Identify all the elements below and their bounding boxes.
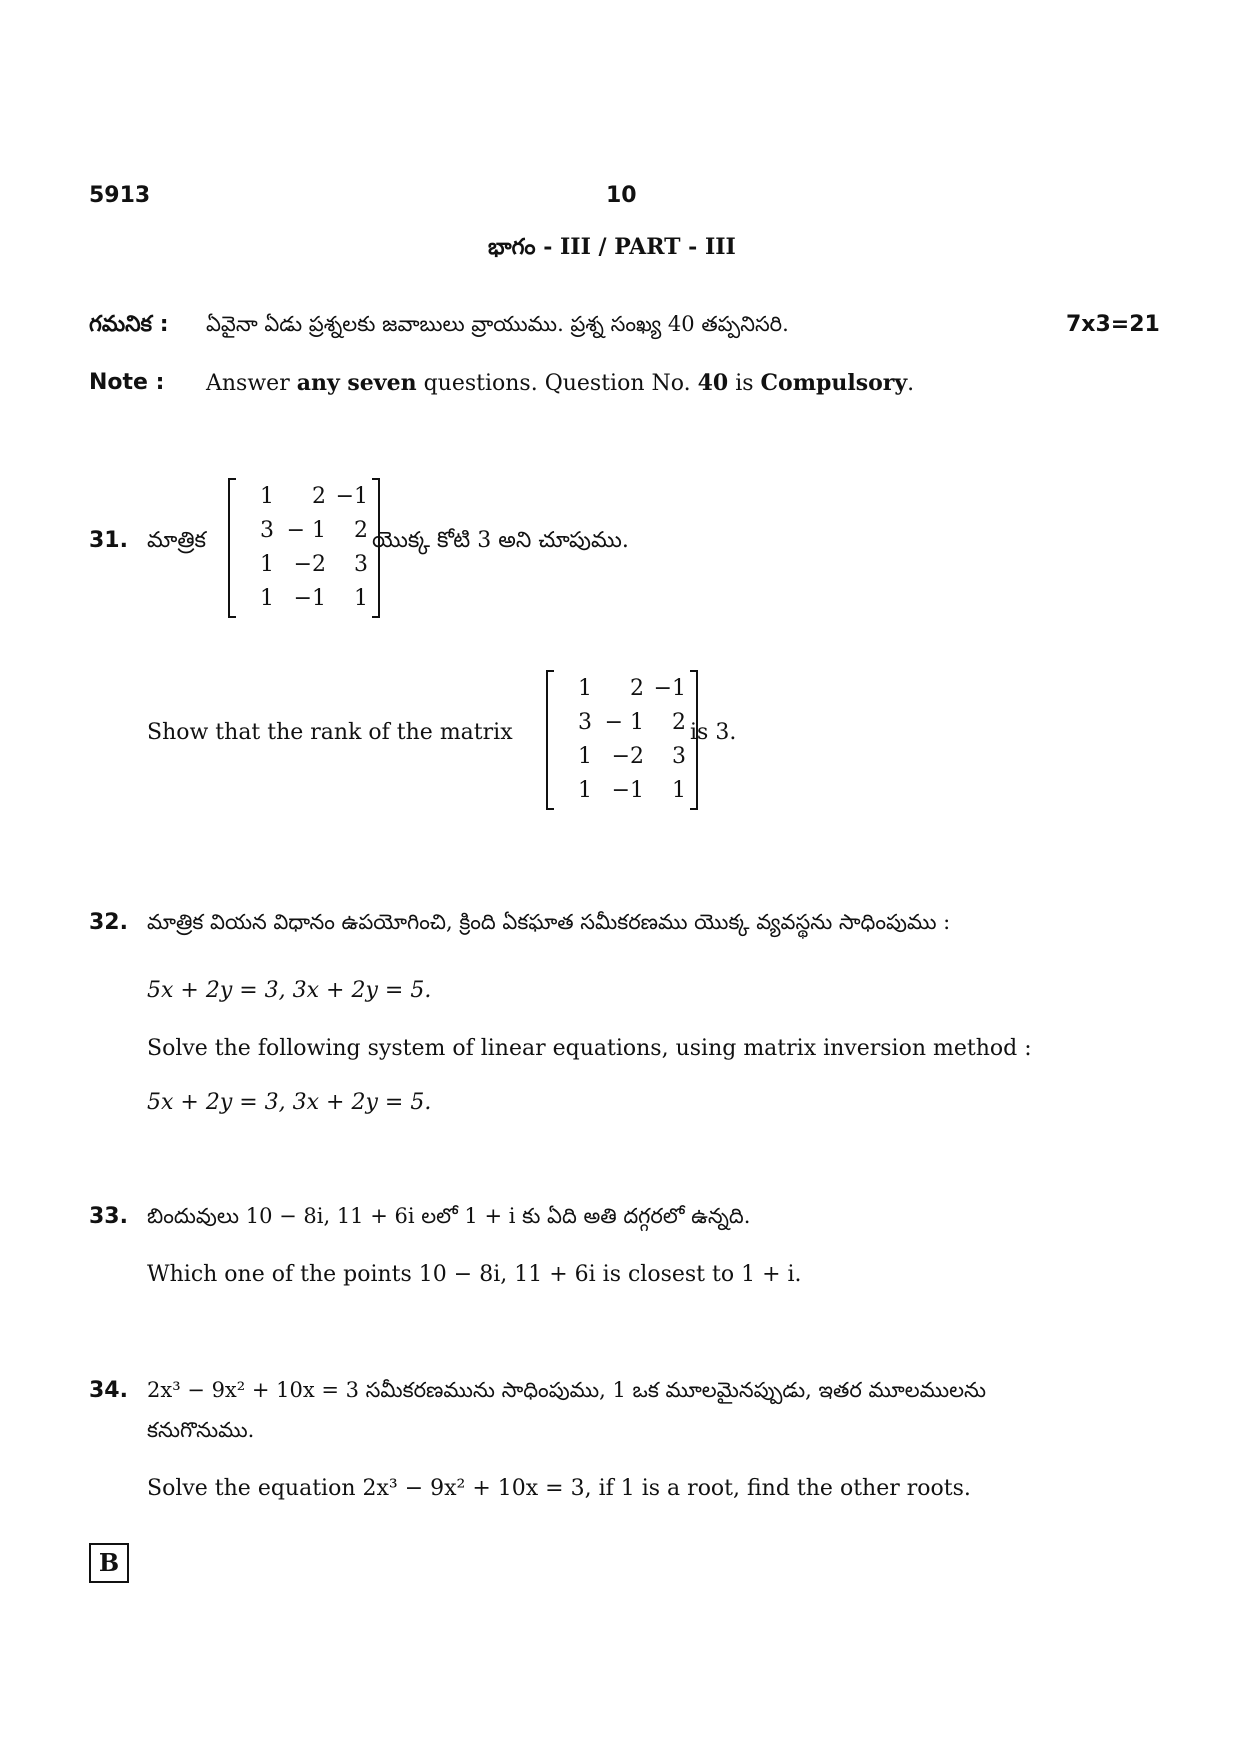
note-text-en: Answer any seven questions. Question No. 40 is Compulsory.: [206, 370, 915, 396]
q32-text-te: మాత్రిక వియన విధానం ఉపయోగించి, క్రింది ఏకఘాత సమీకరణము యొక్క వ్యవస్థను సాధింపుము :: [147, 910, 951, 934]
matrix-cell: 2: [354, 518, 368, 543]
question-number-33: 33.: [89, 1204, 128, 1229]
q33-text-te: బిందువులు 10 − 8i, 11 + 6i లలో 1 + i కు ఏది అతి దగ్గరలో ఉన్నది.: [147, 1204, 751, 1228]
booklet-series-box: B: [89, 1543, 129, 1583]
question-number-34: 34.: [89, 1378, 128, 1403]
matrix-cell: 1: [578, 676, 592, 701]
matrix-cell: 1: [672, 778, 686, 803]
matrix-cell: 2: [630, 676, 644, 701]
q32-equation-en: 5x + 2y = 3, 3x + 2y = 5.: [147, 1090, 432, 1115]
matrix-cell: 1: [578, 778, 592, 803]
q31-text-en-pre: Show that the rank of the matrix: [147, 720, 513, 745]
q32-equation-te: 5x + 2y = 3, 3x + 2y = 5.: [147, 978, 432, 1003]
matrix-cell: 1: [260, 586, 274, 611]
q31-text-te-pre: మాత్రిక: [147, 528, 207, 553]
page-number: 10: [606, 183, 637, 208]
matrix-cell: 2: [312, 484, 326, 509]
note-text-te: ఏవైనా ఏడు ప్రశ్నలకు జవాబులు వ్రాయుము. ప్రశ్న సంఖ్య 40 తప్పనిసరి.: [206, 312, 789, 336]
matrix-cell: 2: [672, 710, 686, 735]
q34-text-en: Solve the equation 2x³ − 9x² + 10x = 3, if 1 is a root, find the other roots.: [147, 1476, 971, 1501]
matrix-cell: − 1: [286, 518, 326, 543]
part-title: భాగం - III / PART - III: [488, 234, 736, 260]
q31-text-te-post: యొక్క కోటి 3 అని చూపుము.: [372, 528, 629, 553]
question-number-31: 31.: [89, 528, 128, 553]
matrix-cell: −2: [293, 552, 326, 577]
matrix-cell: 3: [260, 518, 274, 543]
matrix-cell: 1: [260, 484, 274, 509]
note-marks: 7x3=21: [1066, 312, 1160, 337]
matrix-cell: −1: [293, 586, 326, 611]
q34-text-te-line1: 2x³ − 9x² + 10x = 3 సమీకరణమును సాధింపుము, 1 ఒక మూలమైనప్పుడు, ఇతర మూలములను: [147, 1378, 986, 1402]
matrix-cell: 3: [354, 552, 368, 577]
note-label-te: గమనిక :: [89, 312, 169, 337]
q31-matrix-en: [546, 670, 698, 810]
note-label-en: Note :: [89, 370, 165, 395]
matrix-cell: 3: [578, 710, 592, 735]
q31-text-en-post: is 3.: [690, 720, 737, 745]
q34-text-te-line2: కనుగొనుము.: [147, 1418, 255, 1442]
matrix-cell: −2: [611, 744, 644, 769]
paper-code: 5913: [89, 183, 151, 208]
matrix-cell: 3: [672, 744, 686, 769]
matrix-cell: 1: [354, 586, 368, 611]
matrix-cell: 1: [260, 552, 274, 577]
matrix-cell: 1: [578, 744, 592, 769]
q33-text-en: Which one of the points 10 − 8i, 11 + 6i is closest to 1 + i.: [147, 1262, 802, 1287]
matrix-cell: −1: [653, 676, 686, 701]
matrix-cell: −1: [611, 778, 644, 803]
question-number-32: 32.: [89, 910, 128, 935]
matrix-cell: − 1: [604, 710, 644, 735]
matrix-cell: −1: [335, 484, 368, 509]
q32-text-en: Solve the following system of linear equations, using matrix inversion method :: [147, 1036, 1032, 1061]
q31-matrix-te: [228, 478, 380, 618]
